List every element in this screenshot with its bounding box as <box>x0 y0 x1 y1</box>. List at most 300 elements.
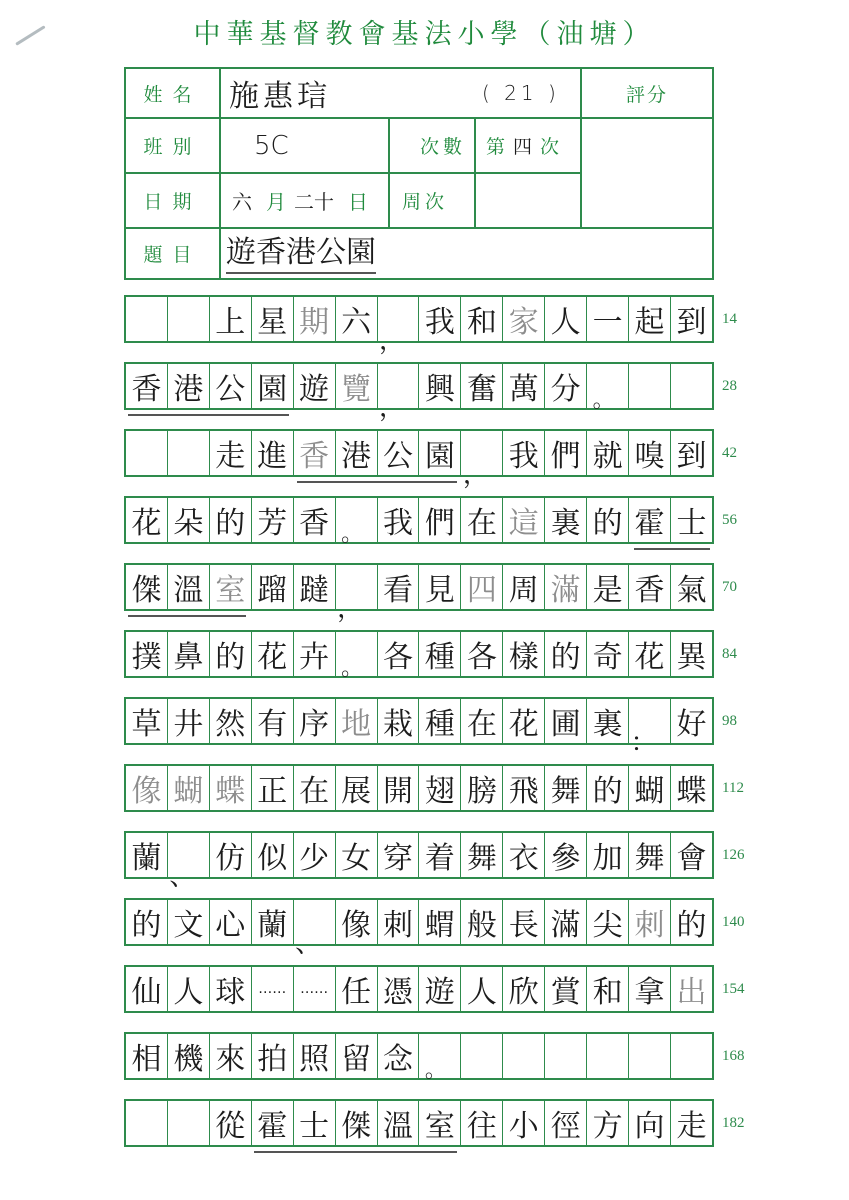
grid-char: 念 <box>382 1042 413 1077</box>
score-field[interactable] <box>582 119 712 227</box>
grid-cell[interactable] <box>503 364 545 408</box>
grid-char: 香 <box>634 573 665 608</box>
grid-char: 公 <box>215 372 246 407</box>
grid-char: 。 <box>592 388 615 413</box>
topic-value: 遊香港公園 <box>226 234 376 274</box>
grid-char: 少 <box>299 841 330 876</box>
grid-char: 港 <box>173 372 204 407</box>
grid-cell[interactable] <box>210 1101 252 1145</box>
grid-cell[interactable] <box>419 900 461 944</box>
grid-cell[interactable] <box>168 766 210 810</box>
grid-cell[interactable] <box>461 1034 503 1078</box>
grid-char: 機 <box>173 1042 204 1077</box>
grid-cell[interactable] <box>168 699 210 743</box>
grid-char: 一 <box>592 305 623 340</box>
grid-cell[interactable] <box>126 967 168 1011</box>
proper-noun-underline <box>297 481 458 483</box>
grid-cell[interactable] <box>671 565 712 609</box>
grid-cell[interactable] <box>294 364 336 408</box>
grid-char: 芳 <box>257 506 288 541</box>
grid-cell[interactable] <box>168 632 210 676</box>
grid-char: 的 <box>215 640 246 675</box>
grid-char: 興 <box>424 372 455 407</box>
grid-cell[interactable] <box>671 364 712 408</box>
grid-cell[interactable] <box>671 632 712 676</box>
grid-cell[interactable] <box>168 364 210 408</box>
grid-cell[interactable] <box>545 1034 587 1078</box>
class-field[interactable]: 5C <box>254 130 289 161</box>
grid-cell[interactable] <box>587 1034 629 1078</box>
grid-char: ， <box>462 460 489 490</box>
grid-cell[interactable] <box>336 833 378 877</box>
grid-cell[interactable] <box>294 967 336 1011</box>
grid-cell[interactable] <box>419 364 461 408</box>
grid-cell[interactable] <box>126 766 168 810</box>
grid-cell[interactable] <box>126 498 168 542</box>
grid-cell[interactable] <box>336 364 378 408</box>
grid-cell[interactable] <box>294 498 336 542</box>
grid-char: 人 <box>550 305 581 340</box>
grid-char: 仙 <box>131 975 162 1010</box>
grid-cell[interactable] <box>545 632 587 676</box>
week-field[interactable] <box>476 174 580 227</box>
grid-char: 的 <box>550 640 581 675</box>
grid-cell[interactable] <box>503 431 545 475</box>
grid-cell[interactable] <box>587 632 629 676</box>
grid-cell[interactable] <box>126 699 168 743</box>
grid-cell[interactable] <box>671 967 712 1011</box>
grid-char: 、 <box>295 929 322 959</box>
grid-char: 方 <box>592 1109 623 1144</box>
grid-char: 向 <box>634 1109 665 1144</box>
grid-cell[interactable] <box>210 699 252 743</box>
grid-cell[interactable] <box>252 900 294 944</box>
grid-char: 的 <box>592 506 623 541</box>
grid-cell[interactable] <box>336 766 378 810</box>
grid-char: 園 <box>257 372 288 407</box>
grid-char: 圃 <box>550 707 581 742</box>
grid-char: 上 <box>215 305 246 340</box>
grid-cell[interactable] <box>503 498 545 542</box>
grid-char: 穿 <box>382 841 413 876</box>
proper-noun-underline <box>254 1151 457 1153</box>
grid-char: 留 <box>341 1042 372 1077</box>
grid-cell[interactable] <box>210 498 252 542</box>
grid-char: 相 <box>131 1042 162 1077</box>
grid-cell[interactable] <box>378 699 420 743</box>
grid-cell[interactable] <box>252 364 294 408</box>
grid-char: 四 <box>466 573 497 608</box>
grid-cell[interactable] <box>629 632 671 676</box>
grid-char: 栽 <box>382 707 413 742</box>
row-char-count: 84 <box>722 645 737 662</box>
week-label: 周次 <box>402 191 449 213</box>
grid-char: 遊 <box>299 372 330 407</box>
date-day-unit: 日 <box>348 190 368 214</box>
grid-char: 刺 <box>634 908 665 943</box>
grid-cell[interactable] <box>210 766 252 810</box>
grid-cell[interactable] <box>378 833 420 877</box>
attempt-value: 四 <box>513 136 533 158</box>
grid-cell[interactable] <box>587 297 629 341</box>
grid-cell[interactable] <box>629 833 671 877</box>
grid-char: 躂 <box>299 573 330 608</box>
grid-cell[interactable] <box>378 498 420 542</box>
grid-char: 滿 <box>550 908 581 943</box>
grid-cell[interactable] <box>629 565 671 609</box>
grid-cell[interactable] <box>210 967 252 1011</box>
grid-char: 種 <box>424 640 455 675</box>
grid-cell[interactable] <box>336 1101 378 1145</box>
grid-char: 奮 <box>466 372 497 407</box>
grid-cell[interactable] <box>294 833 336 877</box>
grid-cell[interactable] <box>671 297 712 341</box>
date-month-unit: 月 <box>266 190 286 214</box>
grid-cell[interactable] <box>294 900 336 959</box>
grid-cell[interactable] <box>419 699 461 743</box>
grid-cell[interactable] <box>461 1101 503 1145</box>
grid-char: 滿 <box>550 573 581 608</box>
grid-cell[interactable] <box>252 297 294 341</box>
grid-cell[interactable] <box>461 900 503 944</box>
grid-cell[interactable] <box>545 699 587 743</box>
school-title: 中華基督教會基法小學（油塘） <box>193 19 656 50</box>
grid-char: 是 <box>592 573 623 608</box>
grid-cell[interactable] <box>210 900 252 944</box>
grid-char: 溫 <box>382 1109 413 1144</box>
grid-char: 心 <box>215 908 246 943</box>
grid-cell[interactable] <box>587 364 629 413</box>
grid-cell[interactable] <box>294 1034 336 1078</box>
grid-cell[interactable] <box>419 498 461 542</box>
grid-cell[interactable] <box>378 1034 420 1078</box>
grid-cell[interactable] <box>294 1101 336 1145</box>
grid-char: 舞 <box>550 774 581 809</box>
grid-char: 種 <box>424 707 455 742</box>
grid-cell[interactable] <box>252 565 294 609</box>
grid-cell[interactable] <box>545 565 587 609</box>
grid-cell[interactable] <box>336 632 378 681</box>
grid-cell[interactable] <box>629 1034 671 1078</box>
grid-char: 似 <box>257 841 288 876</box>
grid-cell[interactable] <box>126 1101 168 1145</box>
grid-char: 起 <box>634 305 665 340</box>
grid-cell[interactable] <box>336 967 378 1011</box>
grid-char: 進 <box>257 439 288 474</box>
grid-char: 花 <box>634 640 665 675</box>
grid-cell[interactable] <box>378 900 420 944</box>
grid-cell[interactable] <box>336 900 378 944</box>
grid-cell[interactable] <box>294 431 336 475</box>
grid-cell[interactable] <box>126 565 168 609</box>
grid-cell[interactable] <box>210 632 252 676</box>
grid-char: 花 <box>131 506 162 541</box>
grid-cell[interactable] <box>378 364 420 423</box>
grid-cell[interactable] <box>545 1101 587 1145</box>
grid-cell[interactable] <box>419 431 461 475</box>
row-char-count: 126 <box>722 846 745 863</box>
row-char-count: 14 <box>722 310 737 327</box>
grid-cell[interactable] <box>503 766 545 810</box>
grid-cell[interactable] <box>629 1101 671 1145</box>
grid-cell[interactable] <box>461 967 503 1011</box>
grid-cell[interactable] <box>252 632 294 676</box>
attempt-prefix: 第 <box>486 136 506 158</box>
grid-cell[interactable] <box>587 498 629 542</box>
grid-char: 遊 <box>424 975 455 1010</box>
grid-char: 出 <box>676 975 707 1010</box>
grid-cell[interactable] <box>587 766 629 810</box>
grid-cell[interactable] <box>126 632 168 676</box>
grid-cell[interactable] <box>294 565 336 609</box>
class-label: 班別 <box>143 136 202 158</box>
grid-cell[interactable] <box>503 632 545 676</box>
grid-cell[interactable] <box>336 565 378 624</box>
grid-cell[interactable] <box>378 1101 420 1145</box>
grid-char: 的 <box>676 908 707 943</box>
grid-cell[interactable] <box>252 833 294 877</box>
grid-cell[interactable] <box>168 900 210 944</box>
grid-cell[interactable] <box>503 699 545 743</box>
grid-cell[interactable] <box>629 766 671 810</box>
date-month-value: 六 <box>232 190 252 214</box>
class-number-field[interactable]: ( 21 ) <box>482 81 560 105</box>
grid-cell[interactable] <box>378 766 420 810</box>
grid-cell[interactable] <box>210 364 252 408</box>
grid-cell[interactable] <box>671 431 712 475</box>
grid-cell[interactable] <box>461 632 503 676</box>
grid-char: 球 <box>215 975 246 1010</box>
grid-char: 人 <box>173 975 204 1010</box>
grid-cell[interactable] <box>629 967 671 1011</box>
grid-cell[interactable] <box>168 431 210 475</box>
grid-char: 卉 <box>299 640 330 675</box>
grid-char: ： <box>630 728 657 758</box>
grid-cell[interactable] <box>419 1101 461 1145</box>
grid-cell[interactable] <box>336 498 378 547</box>
grid-cell[interactable] <box>671 699 712 743</box>
grid-cell[interactable] <box>419 632 461 676</box>
row-char-count: 140 <box>722 913 745 930</box>
grid-char: 走 <box>676 1109 707 1144</box>
date-field[interactable] <box>232 174 388 227</box>
student-name-field[interactable]: 施惠琂 <box>229 79 331 114</box>
grid-cell[interactable] <box>587 900 629 944</box>
row-char-count: 182 <box>722 1114 745 1131</box>
grid-cell[interactable] <box>545 297 587 341</box>
proper-noun-underline <box>634 548 710 550</box>
grid-row <box>124 630 714 681</box>
attempt-field[interactable] <box>476 119 580 172</box>
grid-char: 照 <box>299 1042 330 1077</box>
grid-cell[interactable] <box>629 900 671 944</box>
grid-cell[interactable] <box>126 364 168 408</box>
grid-cell[interactable] <box>419 967 461 1011</box>
grid-char: 園 <box>424 439 455 474</box>
grid-cell[interactable] <box>545 766 587 810</box>
grid-char: 任 <box>341 975 372 1010</box>
grid-cell[interactable] <box>671 1034 712 1078</box>
grid-cell[interactable] <box>210 833 252 877</box>
grid-char: 霍 <box>257 1109 288 1144</box>
row-char-count: 112 <box>722 779 744 796</box>
grid-cell[interactable] <box>461 297 503 341</box>
grid-char: 士 <box>299 1109 330 1144</box>
grid-cell[interactable] <box>587 1101 629 1145</box>
grid-cell[interactable] <box>587 431 629 475</box>
grid-cell[interactable] <box>671 900 712 944</box>
grid-char: 奇 <box>592 640 623 675</box>
grid-char: 往 <box>466 1109 497 1144</box>
grid-char: 嗅 <box>634 439 665 474</box>
grid-cell[interactable] <box>168 967 210 1011</box>
grid-cell[interactable] <box>252 766 294 810</box>
grid-cell[interactable] <box>419 565 461 609</box>
grid-cell[interactable] <box>336 1034 378 1078</box>
grid-cell[interactable] <box>126 297 168 341</box>
grid-cell[interactable] <box>587 833 629 877</box>
grid-char: 室 <box>424 1109 455 1144</box>
grid-cell[interactable] <box>126 900 168 944</box>
grid-cell[interactable] <box>461 699 503 743</box>
grid-cell[interactable] <box>671 498 712 542</box>
grid-char: 我 <box>508 439 539 474</box>
grid-char: ， <box>337 594 364 624</box>
grid-cell[interactable] <box>419 1034 461 1083</box>
grid-cell[interactable] <box>378 297 420 356</box>
grid-cell[interactable] <box>378 431 420 475</box>
grid-cell[interactable] <box>210 1034 252 1078</box>
grid-char: 加 <box>592 841 623 876</box>
grid-cell[interactable] <box>252 431 294 475</box>
grid-cell[interactable] <box>126 1034 168 1078</box>
grid-cell[interactable] <box>545 900 587 944</box>
grid-cell[interactable] <box>168 565 210 609</box>
grid-char: 霍 <box>634 506 665 541</box>
grid-cell[interactable] <box>378 632 420 676</box>
grid-cell[interactable] <box>210 297 252 341</box>
grid-cell[interactable] <box>168 1101 210 1145</box>
grid-cell[interactable] <box>419 833 461 877</box>
grid-cell[interactable] <box>336 699 378 743</box>
grid-char: 般 <box>466 908 497 943</box>
grid-char: 蝴 <box>173 774 204 809</box>
grid-cell[interactable] <box>461 431 503 490</box>
grid-cell[interactable] <box>503 833 545 877</box>
grid-cell[interactable] <box>252 967 294 1011</box>
grid-char: 着 <box>424 841 455 876</box>
grid-cell[interactable] <box>461 565 503 609</box>
grid-char: 的 <box>592 774 623 809</box>
grid-cell[interactable] <box>419 297 461 341</box>
grid-char: 士 <box>676 506 707 541</box>
topic-field[interactable] <box>226 229 706 278</box>
grid-cell[interactable] <box>461 766 503 810</box>
grid-cell[interactable] <box>587 699 629 743</box>
grid-cell[interactable] <box>545 833 587 877</box>
grid-char: 有 <box>257 707 288 742</box>
grid-cell[interactable] <box>168 833 210 892</box>
grid-cell[interactable] <box>336 431 378 475</box>
grid-char: 到 <box>676 439 707 474</box>
grid-cell[interactable] <box>168 297 210 341</box>
grid-cell[interactable] <box>503 297 545 341</box>
grid-cell[interactable] <box>629 498 671 542</box>
grid-cell[interactable] <box>503 967 545 1011</box>
grid-cell[interactable] <box>503 1101 545 1145</box>
grid-cell[interactable] <box>671 1101 712 1145</box>
grid-cell[interactable] <box>545 431 587 475</box>
grid-char: 這 <box>508 506 539 541</box>
grid-cell[interactable] <box>294 766 336 810</box>
grid-char: 像 <box>341 908 372 943</box>
grid-char: 香 <box>299 439 330 474</box>
grid-cell[interactable] <box>294 297 336 341</box>
grid-cell[interactable] <box>587 565 629 609</box>
grid-char: 鼻 <box>173 640 204 675</box>
attempt-suffix: 次 <box>540 136 560 158</box>
grid-cell[interactable] <box>252 498 294 542</box>
grid-cell[interactable] <box>545 967 587 1011</box>
grid-row <box>124 496 714 547</box>
grid-row <box>124 898 714 959</box>
grid-char: …… <box>258 981 287 997</box>
proper-noun-underline <box>128 615 246 617</box>
grid-cell[interactable] <box>545 498 587 542</box>
grid-row <box>124 697 714 758</box>
grid-cell[interactable] <box>461 833 503 877</box>
grid-row <box>124 563 714 624</box>
grid-cell[interactable] <box>294 699 336 743</box>
grid-cell[interactable] <box>461 498 503 542</box>
grid-cell[interactable] <box>252 1101 294 1145</box>
grid-cell[interactable] <box>503 1034 545 1078</box>
grid-cell[interactable] <box>587 967 629 1011</box>
grid-cell[interactable] <box>168 1034 210 1078</box>
grid-cell[interactable] <box>252 699 294 743</box>
grid-cell[interactable] <box>545 364 587 408</box>
grid-cell[interactable] <box>629 297 671 341</box>
grid-cell[interactable] <box>168 498 210 542</box>
grid-cell[interactable] <box>126 833 168 877</box>
grid-cell[interactable] <box>252 1034 294 1078</box>
grid-row <box>124 965 714 1013</box>
grid-cell[interactable] <box>419 766 461 810</box>
grid-cell[interactable] <box>461 364 503 408</box>
divider <box>219 69 221 278</box>
grid-cell[interactable] <box>629 699 671 758</box>
grid-cell[interactable] <box>294 632 336 676</box>
grid-cell[interactable] <box>210 431 252 475</box>
grid-row <box>124 362 714 423</box>
grid-char: 賞 <box>550 975 581 1010</box>
grid-cell[interactable] <box>671 766 712 810</box>
grid-char: 蹓 <box>257 573 288 608</box>
grid-cell[interactable] <box>503 565 545 609</box>
grid-cell[interactable] <box>126 431 168 475</box>
grid-cell[interactable] <box>210 565 252 609</box>
grid-char: 分 <box>550 372 581 407</box>
row-char-count: 56 <box>722 511 737 528</box>
grid-cell[interactable] <box>378 967 420 1011</box>
grid-cell[interactable] <box>503 900 545 944</box>
grid-cell[interactable] <box>629 364 671 408</box>
grid-char: 香 <box>131 372 162 407</box>
grid-cell[interactable] <box>629 431 671 475</box>
grid-cell[interactable] <box>336 297 378 341</box>
grid-cell[interactable] <box>378 565 420 609</box>
grid-cell[interactable] <box>671 833 712 877</box>
